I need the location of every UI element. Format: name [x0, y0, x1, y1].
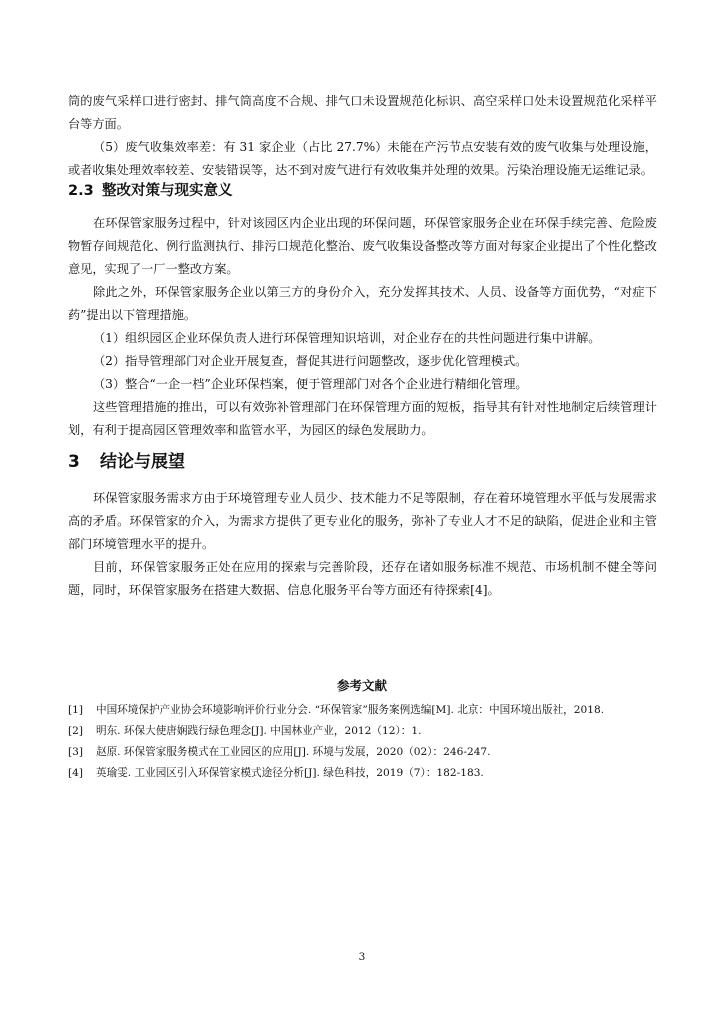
measure-item: （3）整合“一企一档”企业环保档案，便于管理部门对各个企业进行精细化管理。 [93, 377, 528, 391]
paragraph: 除此之外，环保管家服务企业以第三方的身份介入，充分发挥其技术、人员、设备等方面优势，“对症下药”提出以下管理措施。 [68, 285, 657, 322]
reference-item [68, 763, 657, 784]
section-2-3 [68, 180, 657, 202]
reference-number: [4] [68, 767, 84, 779]
section-title: 整改对策与现实意义 [102, 183, 233, 199]
reference-item [68, 700, 657, 721]
chapter-heading [68, 449, 657, 475]
reference-number: [2] [68, 725, 84, 737]
paragraph: 目前，环保管家服务正处在应用的探索与完善阶段，还存在诸如服务标准不规范、市场机制不健全等问题，同时，环保管家服务在搭建大数据、信息化服务平台等方面还有待探索[4]。 [68, 560, 657, 597]
paragraph: 这些管理措施的推出，可以有效弥补管理部门在环保管理方面的短板，指导其有针对性地制定后续管理计划，有利于提高园区管理效率和监管水平，为园区的绿色发展助力。 [68, 400, 657, 437]
section-2-3-body [68, 212, 657, 442]
chapter-number: 3 [68, 452, 80, 472]
section-3-body [68, 487, 657, 602]
reference-text: 赵原. 环保管家服务模式在工业园区的应用[J]. 环境与发展，2020（02）：246-247. [96, 746, 491, 758]
paragraph: 筒的废气采样口进行密封、排气筒高度不合规、排气口未设置规范化标识、高空采样口处未设置规范化采样平台等方面。 [68, 94, 657, 131]
measure-item: （2）指导管理部门对企业开展复查，督促其进行问题整改，逐步优化管理模式。 [93, 354, 528, 368]
reference-text: 明东. 环保大使唐娴践行绿色理念[J]. 中国林业产业，2012（12）：1. [96, 725, 422, 737]
section-3 [68, 449, 657, 475]
reference-number: [3] [68, 746, 84, 758]
reference-item [68, 721, 657, 742]
reference-text: 中国环境保护产业协会环境影响评价行业分会. “环保管家”服务案例选编[M]. 北京：中国环境出版社，2018. [96, 704, 605, 716]
measure-item: （1）组织园区企业环保负责人进行环保管理知识培训，对企业存在的共性问题进行集中讲解。 [93, 331, 601, 345]
paragraph: 在环保管家服务过程中，针对该园区内企业出现的环保问题，环保管家服务企业在环保手续完善、危险废物暂存间规范化、例行监测执行、排污口规范化整治、废气收集设备整改等方面对每家企业提出了个性化整改意见，实现了一厂一整改方案。 [68, 216, 657, 276]
paragraph: （5）废气收集效率差：有 31 家企业（占比 27.7%）未能在产污节点安装有效的废气收集与处理设施，或者收集处理效率较差、安装错误等，达不到对废气进行有效收集并处理的效果。污染治理设施无运维记录。 [68, 140, 657, 177]
page-number: 3 [358, 951, 366, 963]
paragraph: 环保管家服务需求方由于环境管理专业人员少、技术能力不足等限制，存在着环境管理水平低与发展需求高的矛盾。环保管家的介入，为需求方提供了更专业化的服务，弥补了专业人才不足的缺陷，促进企业和主管部门环境管理水平的提升。 [68, 491, 657, 551]
reference-number: [1] [68, 704, 84, 716]
section-heading [68, 180, 657, 202]
reference-item [68, 742, 657, 763]
section-number: 2.3 [68, 183, 94, 199]
references-title: 参考文献 [336, 678, 387, 693]
body-continuation [68, 90, 657, 182]
reference-text: 英瑜雯. 工业园区引入环保管家模式途径分析[J]. 绿色科技，2019（7）：182-183. [96, 767, 484, 779]
chapter-title: 结论与展望 [100, 452, 185, 472]
reference-list [68, 700, 657, 784]
